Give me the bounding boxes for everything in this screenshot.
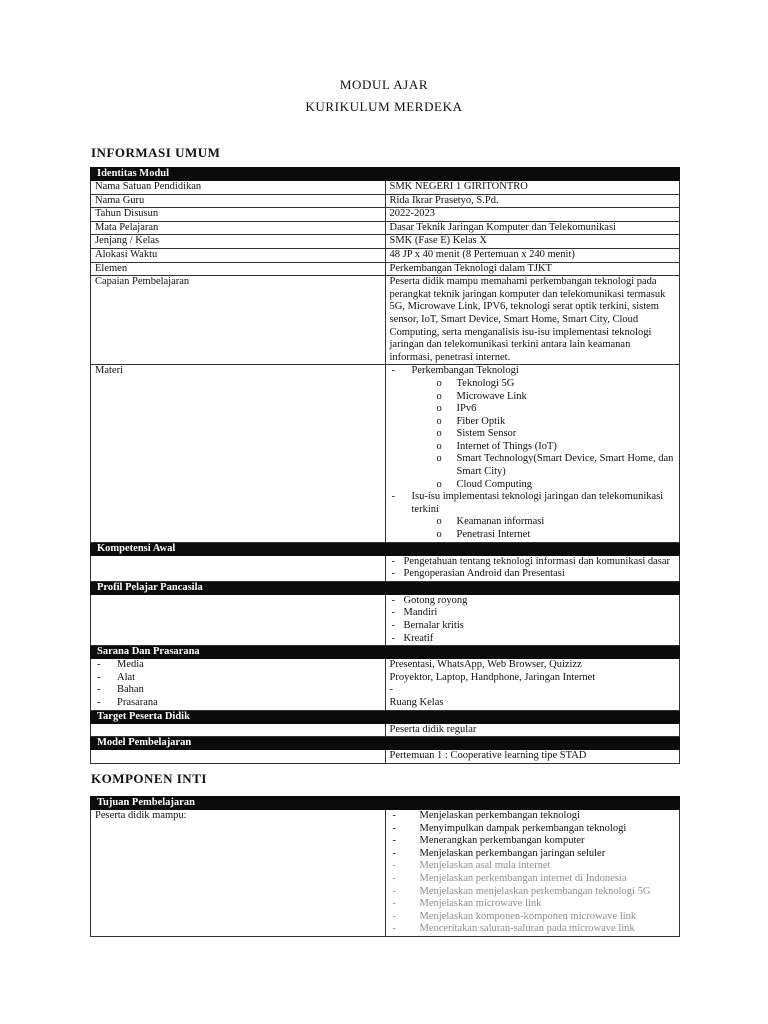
row-label: Elemen	[91, 262, 386, 276]
table-row	[91, 810, 680, 937]
sarana-values-cell	[385, 659, 680, 710]
materi-sublist	[412, 378, 676, 491]
document-subtitle: KURIKULUM MERDEKA	[305, 99, 463, 114]
table-row	[91, 276, 680, 365]
sarana-label: - Alat	[95, 672, 381, 685]
row-value: SMK NEGERI 1 GIRITONTRO	[385, 181, 680, 195]
list-item: - Menyimpulkan dampak perkembangan teknologi	[390, 823, 676, 836]
table-row	[91, 555, 680, 581]
row-value: Dasar Teknik Jaringan Komputer dan Telekomunikasi	[385, 221, 680, 235]
list-item: - Menceritakan saluran-saluran pada microwave link	[390, 923, 676, 936]
list-item: o Smart Technology(Smart Device, Smart Home, dan Smart City)	[412, 453, 676, 478]
profil-pelajar-header-row	[91, 581, 680, 594]
empty-cell	[91, 594, 386, 645]
sarana-header-row	[91, 646, 680, 659]
informasi-umum-heading: INFORMASI UMUM	[91, 145, 221, 160]
list-item: o Internet of Things (IoT)	[412, 441, 676, 454]
sarana-label: - Bahan	[95, 684, 381, 697]
list-item: - Menjelaskan perkembangan jaringan seluler	[390, 848, 676, 861]
row-label: Nama Guru	[91, 194, 386, 208]
sarana-header: Sarana Dan Prasarana	[91, 646, 680, 659]
table-row	[91, 750, 680, 764]
table-row	[91, 235, 680, 249]
kompetensi-awal-header: Kompetensi Awal	[91, 542, 680, 555]
list-item: o Microwave Link	[412, 391, 676, 404]
materi-group	[390, 365, 676, 491]
table-row	[91, 181, 680, 195]
sarana-label: - Prasarana	[95, 697, 381, 710]
list-item: o Keamanan informasi	[412, 516, 676, 529]
table-row	[91, 221, 680, 235]
list-item: o Penetrasi Internet	[412, 529, 676, 542]
target-header-row	[91, 710, 680, 723]
capaian-pembelajaran-text: Peserta didik mampu memahami perkembangan teknologi pada perangkat teknik jaringan komputer dan telekomunikasi termasuk 5G, Microwave Link, IPV6, teknologi serat optik terkini, sistem sensor, IoT, Smart Device, Smart Home, Smart City, Cloud Computing, serta menganalisis isu-isu implementasi teknologi jaringan dan telekomunikasi terkini antara lain keamanan informasi, penetrasi internet.	[385, 276, 680, 365]
table-row	[91, 208, 680, 222]
row-label: Alokasi Waktu	[91, 248, 386, 262]
sarana-label: - Media	[95, 659, 381, 672]
row-value: 48 JP x 40 menit (8 Pertemuan x 240 menit)	[385, 248, 680, 262]
table-row	[91, 365, 680, 542]
list-item: o Cloud Computing	[412, 479, 676, 492]
list-item: o IPv6	[412, 403, 676, 416]
materi-group-title: Isu-isu implementasi teknologi jaringan dan telekomunikasi terkini	[411, 491, 664, 515]
list-item: - Bernalar kritis	[390, 620, 676, 633]
list-item: - Mandiri	[390, 607, 676, 620]
materi-group-title: Perkembangan Teknologi	[411, 365, 519, 377]
empty-cell	[91, 750, 386, 764]
list-item: o Sistem Sensor	[412, 428, 676, 441]
identitas-modul-header: Identitas Modul	[91, 168, 680, 181]
row-label: Materi	[91, 365, 386, 542]
materi-sublist	[412, 516, 676, 541]
kompetensi-awal-cell	[385, 555, 680, 581]
list-item: - Pengoperasian Android dan Presentasi	[390, 568, 676, 581]
sarana-value: -	[389, 684, 393, 696]
empty-cell	[91, 555, 386, 581]
row-value: 2022-2023	[385, 208, 680, 222]
sarana-value: Presentasi, WhatsApp, Web Browser, Quizizz	[389, 659, 582, 671]
model-value: Pertemuan 1 : Cooperative learning tipe STAD	[385, 750, 680, 764]
informasi-umum-table	[90, 167, 680, 764]
row-label: Mata Pelajaran	[91, 221, 386, 235]
document-title: MODUL AJAR	[339, 77, 429, 92]
sarana-label-list	[95, 659, 381, 709]
sarana-value: Ruang Kelas	[389, 696, 444, 708]
table-row	[91, 659, 680, 710]
list-item: - Kreatif	[390, 633, 676, 646]
table-row	[91, 194, 680, 208]
list-item: - Menerangkan perkembangan komputer	[390, 835, 676, 848]
komponen-inti-table	[90, 796, 680, 937]
list-item: - Menjelaskan perkembangan internet di Indonesia	[390, 873, 676, 886]
profil-pelajar-header: Profil Pelajar Pancasila	[91, 581, 680, 594]
row-label: Nama Satuan Pendidikan	[91, 181, 386, 195]
komponen-inti-heading: KOMPONEN INTI	[91, 771, 207, 786]
list-item: - Gotong royong	[390, 595, 676, 608]
tujuan-header: Tujuan Pembelajaran	[91, 797, 680, 810]
materi-list	[390, 365, 676, 541]
row-value: Rida Ikrar Prasetyo, S.Pd.	[385, 194, 680, 208]
table-row	[91, 248, 680, 262]
row-label: Tahun Disusun	[91, 208, 386, 222]
tujuan-label: Peserta didik mampu:	[91, 810, 386, 937]
sarana-value: Proyektor, Laptop, Handphone, Jaringan Internet	[389, 671, 596, 683]
list-item: - Menjelaskan microwave link	[390, 898, 676, 911]
kompetensi-awal-header-row	[91, 542, 680, 555]
row-label: Jenjang / Kelas	[91, 235, 386, 249]
kompetensi-awal-list	[390, 556, 676, 581]
tujuan-list	[390, 810, 676, 936]
target-header: Target Peserta Didik	[91, 710, 680, 723]
tujuan-header-row	[91, 797, 680, 810]
row-value: SMK (Fase E) Kelas X	[385, 235, 680, 249]
profil-pelajar-list	[390, 595, 676, 645]
row-value: Perkembangan Teknologi dalam TJKT	[385, 262, 680, 276]
list-item: - Menjelaskan menjelaskan perkembangan teknologi 5G	[390, 886, 676, 899]
materi-group	[390, 491, 676, 541]
list-item: - Menjelaskan perkembangan teknologi	[390, 810, 676, 823]
list-item: - Pengetahuan tentang teknologi informasi dan komunikasi dasar	[390, 556, 676, 569]
list-item: o Teknologi 5G	[412, 378, 676, 391]
sarana-labels-cell	[91, 659, 386, 710]
list-item: - Menjelaskan asal mula internet	[390, 860, 676, 873]
table-row	[91, 594, 680, 645]
row-label: Capaian Pembelajaran	[91, 276, 386, 365]
model-header-row	[91, 737, 680, 750]
empty-cell	[91, 723, 386, 737]
tujuan-cell	[385, 810, 680, 937]
list-item: o Fiber Optik	[412, 416, 676, 429]
profil-pelajar-cell	[385, 594, 680, 645]
materi-cell	[385, 365, 680, 542]
table-row	[91, 723, 680, 737]
model-header: Model Pembelajaran	[91, 737, 680, 750]
list-item: - Menjelaskan komponen-komponen microwave link	[390, 911, 676, 924]
target-value: Peserta didik regular	[385, 723, 680, 737]
table-row	[91, 262, 680, 276]
identitas-modul-header-row	[91, 168, 680, 181]
